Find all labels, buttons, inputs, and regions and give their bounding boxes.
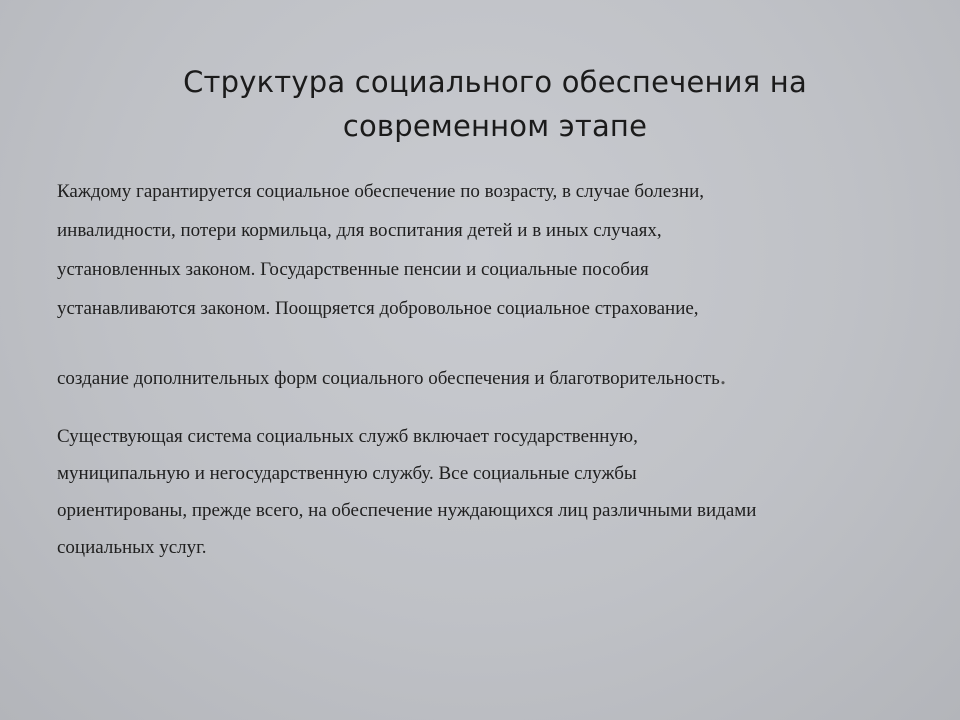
paragraph-line: установленных законом. Государственные пенсии и социальные пособия <box>57 259 649 280</box>
paragraph-rights <box>57 172 937 328</box>
paragraph-charity <box>57 361 937 394</box>
title-line-2: современном этапе <box>342 109 648 143</box>
paragraph-line: социальных услуг. <box>57 537 207 558</box>
slide-title <box>140 60 850 148</box>
paragraph-end-dot: . <box>719 361 727 390</box>
paragraph-line: устанавливаются законом. Поощряется добровольное социальное страхование, <box>57 298 699 319</box>
paragraph-line <box>57 361 937 394</box>
paragraph-line: Каждому гарантируется социальное обеспечение по возрасту, в случае болезни, <box>57 181 704 202</box>
paragraph-line: муниципальную и негосударственную службу. Все социальные службы <box>57 463 637 484</box>
paragraph-text: создание дополнительных форм социального обеспечения и благотворительность <box>57 368 720 389</box>
paragraph-line: ориентированы, прежде всего, на обеспечение нуждающихся лиц различными видами <box>57 500 757 521</box>
paragraph-line: Существующая система социальных служб включает государственную, <box>57 426 638 447</box>
paragraph-social-services <box>57 418 937 566</box>
title-line-1: Структура социального обеспечения на <box>183 65 807 99</box>
paragraph-line: инвалидности, потери кормильца, для воспитания детей и в иных случаях, <box>57 220 662 241</box>
